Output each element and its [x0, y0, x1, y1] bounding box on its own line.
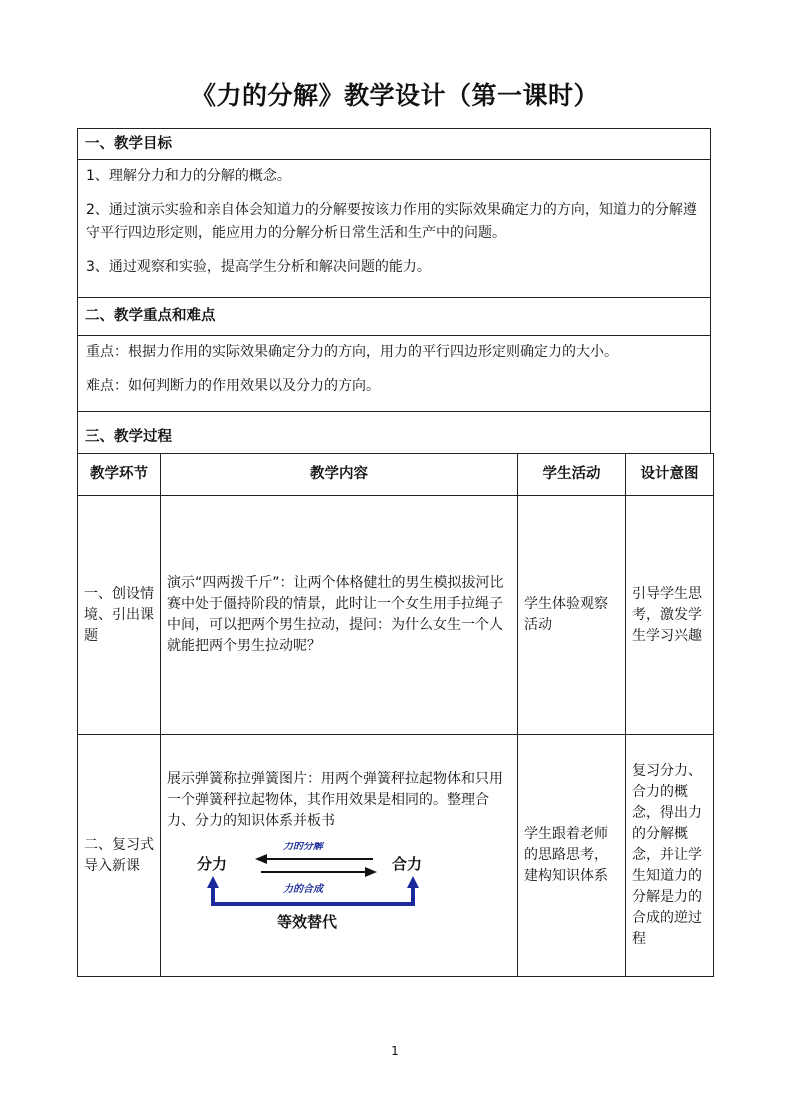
equivalence-label: 等效替代 — [277, 913, 338, 931]
page-title: 《力的分解》教学设计（第一课时） — [190, 81, 599, 110]
objective-item-1: 1、理解分力和力的分解的概念。 — [86, 168, 291, 184]
bracket-arrow-left — [207, 876, 219, 888]
objectives-heading: 一、教学目标 — [85, 136, 172, 152]
objective-item-2: 2、通过演示实验和亲自体会知道力的分解要按该力作用的实际效果确定力的方向，知道力的分解遵守平行四边形定则，能应用力的分解分析日常生活和生产中的问题。 — [86, 202, 697, 241]
content-cell — [161, 735, 518, 977]
table-header-row — [78, 454, 714, 496]
header-intent: 设计意图 — [626, 454, 714, 496]
content-cell: 演示“四两拨千斤”：让两个体格健壮的男生模拟拔河比赛中处于僵持阶段的情景，此时让一个女生用手拉绳子中间，可以把两个男生拉动，提问：为什么女生一个人就能把两个男生拉动呢？ — [161, 496, 518, 735]
page-number: 1 — [391, 1044, 399, 1058]
compose-label: 力的合成 — [283, 884, 323, 895]
divider — [78, 159, 710, 289]
diagram-right-label: 合力 — [392, 855, 423, 873]
stage-cell: 一、创设情境、引出课题 — [78, 496, 161, 735]
stage-cell: 二、复习式导入新课 — [78, 735, 161, 977]
header-stage: 教学环节 — [78, 454, 161, 496]
key-point: 重点：根据力作用的实际效果确定分力的方向，用力的平行四边形定则确定力的大小。 — [86, 344, 618, 360]
header-content: 教学内容 — [161, 454, 518, 496]
force-diagram — [167, 842, 511, 962]
activity-cell: 学生跟着老师的思路思考，建构知识体系 — [518, 735, 626, 977]
header-activity: 学生活动 — [518, 454, 626, 496]
objectives-box — [77, 128, 711, 454]
keypoints-heading: 二、教学重点和难点 — [85, 308, 216, 324]
process-table — [77, 453, 714, 977]
diagram-left-label: 分力 — [197, 855, 228, 873]
content-text: 展示弹簧称拉弹簧图片：用两个弹簧秤拉起物体和只用一个弹簧秤拉起物体，其作用效果是相同的。整理合力、分力的知识体系并板书 — [167, 771, 503, 829]
force-diagram-svg — [167, 842, 512, 962]
table-row — [78, 496, 714, 735]
activity-cell: 学生体验观察活动 — [518, 496, 626, 735]
objective-item-3: 3、通过观察和实验，提高学生分析和解决问题的能力。 — [86, 259, 431, 275]
table-row — [78, 735, 714, 977]
decompose-label: 力的分解 — [283, 842, 323, 852]
decompose-arrowhead — [255, 854, 267, 864]
bracket-arrow-right — [407, 876, 419, 888]
intent-cell: 引导学生思考，激发学生学习兴趣 — [626, 496, 714, 735]
difficulty: 难点：如何判断力的作用效果以及分力的方向。 — [86, 378, 380, 394]
compose-arrowhead — [365, 867, 377, 877]
process-heading: 三、教学过程 — [85, 429, 172, 445]
intent-cell: 复习分力、合力的概念，得出力的分解概念，并让学生知道力的分解是力的合成的逆过程 — [626, 735, 714, 977]
